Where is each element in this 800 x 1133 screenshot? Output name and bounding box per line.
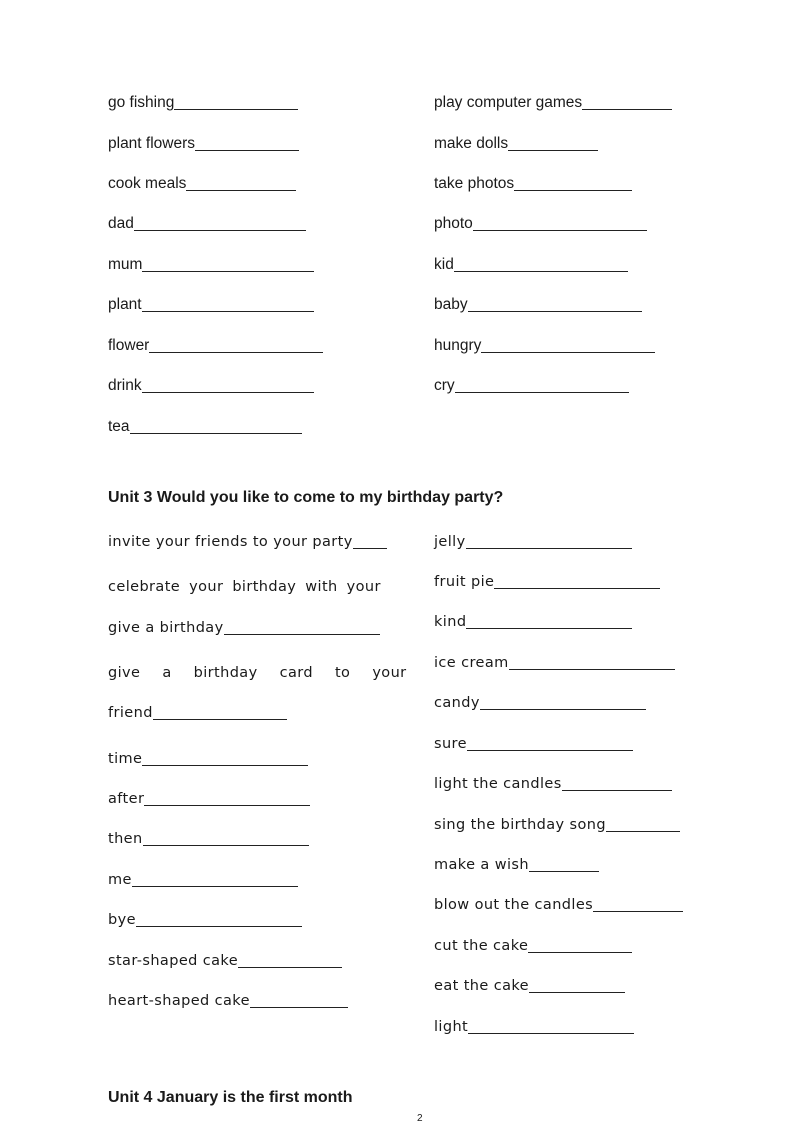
vocab-item (434, 690, 646, 712)
vocab-item (434, 650, 675, 672)
answer-blank[interactable] (454, 271, 628, 272)
answer-blank[interactable] (466, 548, 632, 549)
vocab-term: flower (108, 337, 150, 354)
answer-blank[interactable] (455, 392, 629, 393)
answer-blank[interactable] (468, 311, 642, 312)
vocab-term: make a wish (434, 857, 529, 873)
answer-blank[interactable] (186, 190, 296, 191)
answer-blank[interactable] (238, 967, 342, 968)
vocab-item (108, 131, 299, 153)
answer-blank[interactable] (224, 634, 380, 635)
vocab-item (434, 812, 680, 834)
vocab-term: baby (434, 296, 468, 313)
vocab-item (434, 211, 647, 233)
answer-blank[interactable] (142, 271, 314, 272)
vocab-item (108, 867, 298, 889)
vocab-item (434, 852, 599, 874)
vocab-term: go fishing (108, 94, 175, 111)
answer-blank[interactable] (149, 352, 323, 353)
answer-blank[interactable] (174, 109, 298, 110)
vocab-item (108, 292, 314, 314)
answer-blank[interactable] (467, 750, 633, 751)
vocab-item (434, 609, 632, 631)
vocab-term: celebrate your birthday with your (108, 579, 381, 595)
vocab-item (108, 171, 296, 193)
vocab-term: sing the birthday song (434, 817, 606, 833)
answer-blank[interactable] (514, 190, 632, 191)
vocab-term: kind (434, 614, 467, 630)
vocab-item (108, 660, 407, 682)
vocab-term: star-shaped cake (108, 953, 239, 969)
answer-blank[interactable] (143, 845, 309, 846)
vocab-term: ice cream (434, 655, 509, 671)
vocab-item (434, 90, 672, 112)
answer-blank[interactable] (582, 109, 672, 110)
answer-blank[interactable] (466, 628, 632, 629)
vocab-term: light (434, 1019, 469, 1035)
vocab-term: cry (434, 377, 455, 394)
vocab-item (434, 292, 642, 314)
vocab-term: after (108, 791, 145, 807)
vocab-term: give a birthday card to your (108, 665, 407, 681)
answer-blank[interactable] (136, 926, 302, 927)
answer-blank[interactable] (593, 911, 683, 912)
vocab-item (108, 907, 302, 929)
vocab-item (108, 746, 308, 768)
answer-blank[interactable] (562, 790, 672, 791)
vocab-item (434, 1014, 634, 1036)
vocab-term: kid (434, 256, 454, 273)
vocab-term: mum (108, 256, 143, 273)
vocab-item (434, 252, 628, 274)
vocab-item (434, 373, 629, 395)
vocab-item (108, 529, 387, 551)
vocab-item (434, 973, 625, 995)
vocab-item (434, 933, 632, 955)
vocab-term: sure (434, 736, 467, 752)
vocab-item (434, 569, 660, 591)
vocab-term: tea (108, 418, 130, 435)
vocab-term: candy (434, 695, 480, 711)
vocab-term: then (108, 831, 143, 847)
answer-blank[interactable] (481, 352, 655, 353)
vocab-term: plant (108, 296, 142, 313)
answer-blank[interactable] (529, 992, 625, 993)
answer-blank[interactable] (134, 230, 306, 231)
vocab-term: bye (108, 912, 136, 928)
unit3-heading: Unit 3 Would you like to come to my birthday party? (108, 489, 504, 506)
answer-blank[interactable] (144, 805, 310, 806)
vocab-item (434, 731, 633, 753)
vocab-term: time (108, 751, 143, 767)
vocab-item (108, 252, 314, 274)
vocab-item (108, 211, 306, 233)
answer-blank[interactable] (195, 150, 299, 151)
vocab-item (434, 171, 632, 193)
answer-blank[interactable] (606, 831, 680, 832)
vocab-item (108, 948, 342, 970)
vocab-item (434, 131, 598, 153)
vocab-term: hungry (434, 337, 482, 354)
answer-blank[interactable] (473, 230, 647, 231)
answer-blank[interactable] (142, 765, 308, 766)
answer-blank[interactable] (142, 392, 314, 393)
answer-blank[interactable] (132, 886, 298, 887)
answer-blank[interactable] (480, 709, 646, 710)
vocab-term: take photos (434, 175, 515, 192)
answer-blank[interactable] (468, 1033, 634, 1034)
vocab-term: photo (434, 215, 473, 232)
page-number: 2 (417, 1113, 423, 1124)
vocab-item (108, 988, 348, 1010)
answer-blank[interactable] (250, 1007, 348, 1008)
vocab-term: cook meals (108, 175, 187, 192)
vocab-item (108, 90, 298, 112)
answer-blank[interactable] (353, 548, 387, 549)
unit4-heading: Unit 4 January is the first month (108, 1089, 353, 1106)
vocab-term: plant flowers (108, 135, 196, 152)
vocab-term: give a birthday (108, 620, 224, 636)
vocab-term: play computer games (434, 94, 583, 111)
vocab-item (108, 700, 287, 722)
vocab-term: cut the cake (434, 938, 529, 954)
answer-blank[interactable] (130, 433, 302, 434)
vocab-term: light the candles (434, 776, 562, 792)
answer-blank[interactable] (529, 871, 599, 872)
answer-blank[interactable] (142, 311, 314, 312)
answer-blank[interactable] (508, 150, 598, 151)
vocab-term: fruit pie (434, 574, 495, 590)
answer-blank[interactable] (528, 952, 632, 953)
vocab-item (434, 892, 683, 914)
vocab-term: blow out the candles (434, 897, 594, 913)
answer-blank[interactable] (153, 719, 287, 720)
vocab-item (108, 333, 323, 355)
vocab-item (108, 826, 309, 848)
vocab-item (108, 373, 314, 395)
vocab-item (434, 529, 632, 551)
vocab-item (108, 615, 380, 637)
vocab-item (108, 786, 310, 808)
vocab-term: make dolls (434, 135, 509, 152)
vocab-term: invite your friends to your party (108, 534, 353, 550)
vocab-item (108, 574, 381, 596)
vocab-term: friend (108, 705, 153, 721)
vocab-item (108, 414, 302, 436)
vocab-term: drink (108, 377, 142, 394)
answer-blank[interactable] (494, 588, 660, 589)
vocab-term: jelly (434, 534, 466, 550)
vocab-term: me (108, 872, 132, 888)
vocab-item (434, 771, 672, 793)
vocab-item (434, 333, 655, 355)
answer-blank[interactable] (509, 669, 675, 670)
vocab-term: heart-shaped cake (108, 993, 250, 1009)
vocab-term: eat the cake (434, 978, 529, 994)
vocab-term: dad (108, 215, 134, 232)
